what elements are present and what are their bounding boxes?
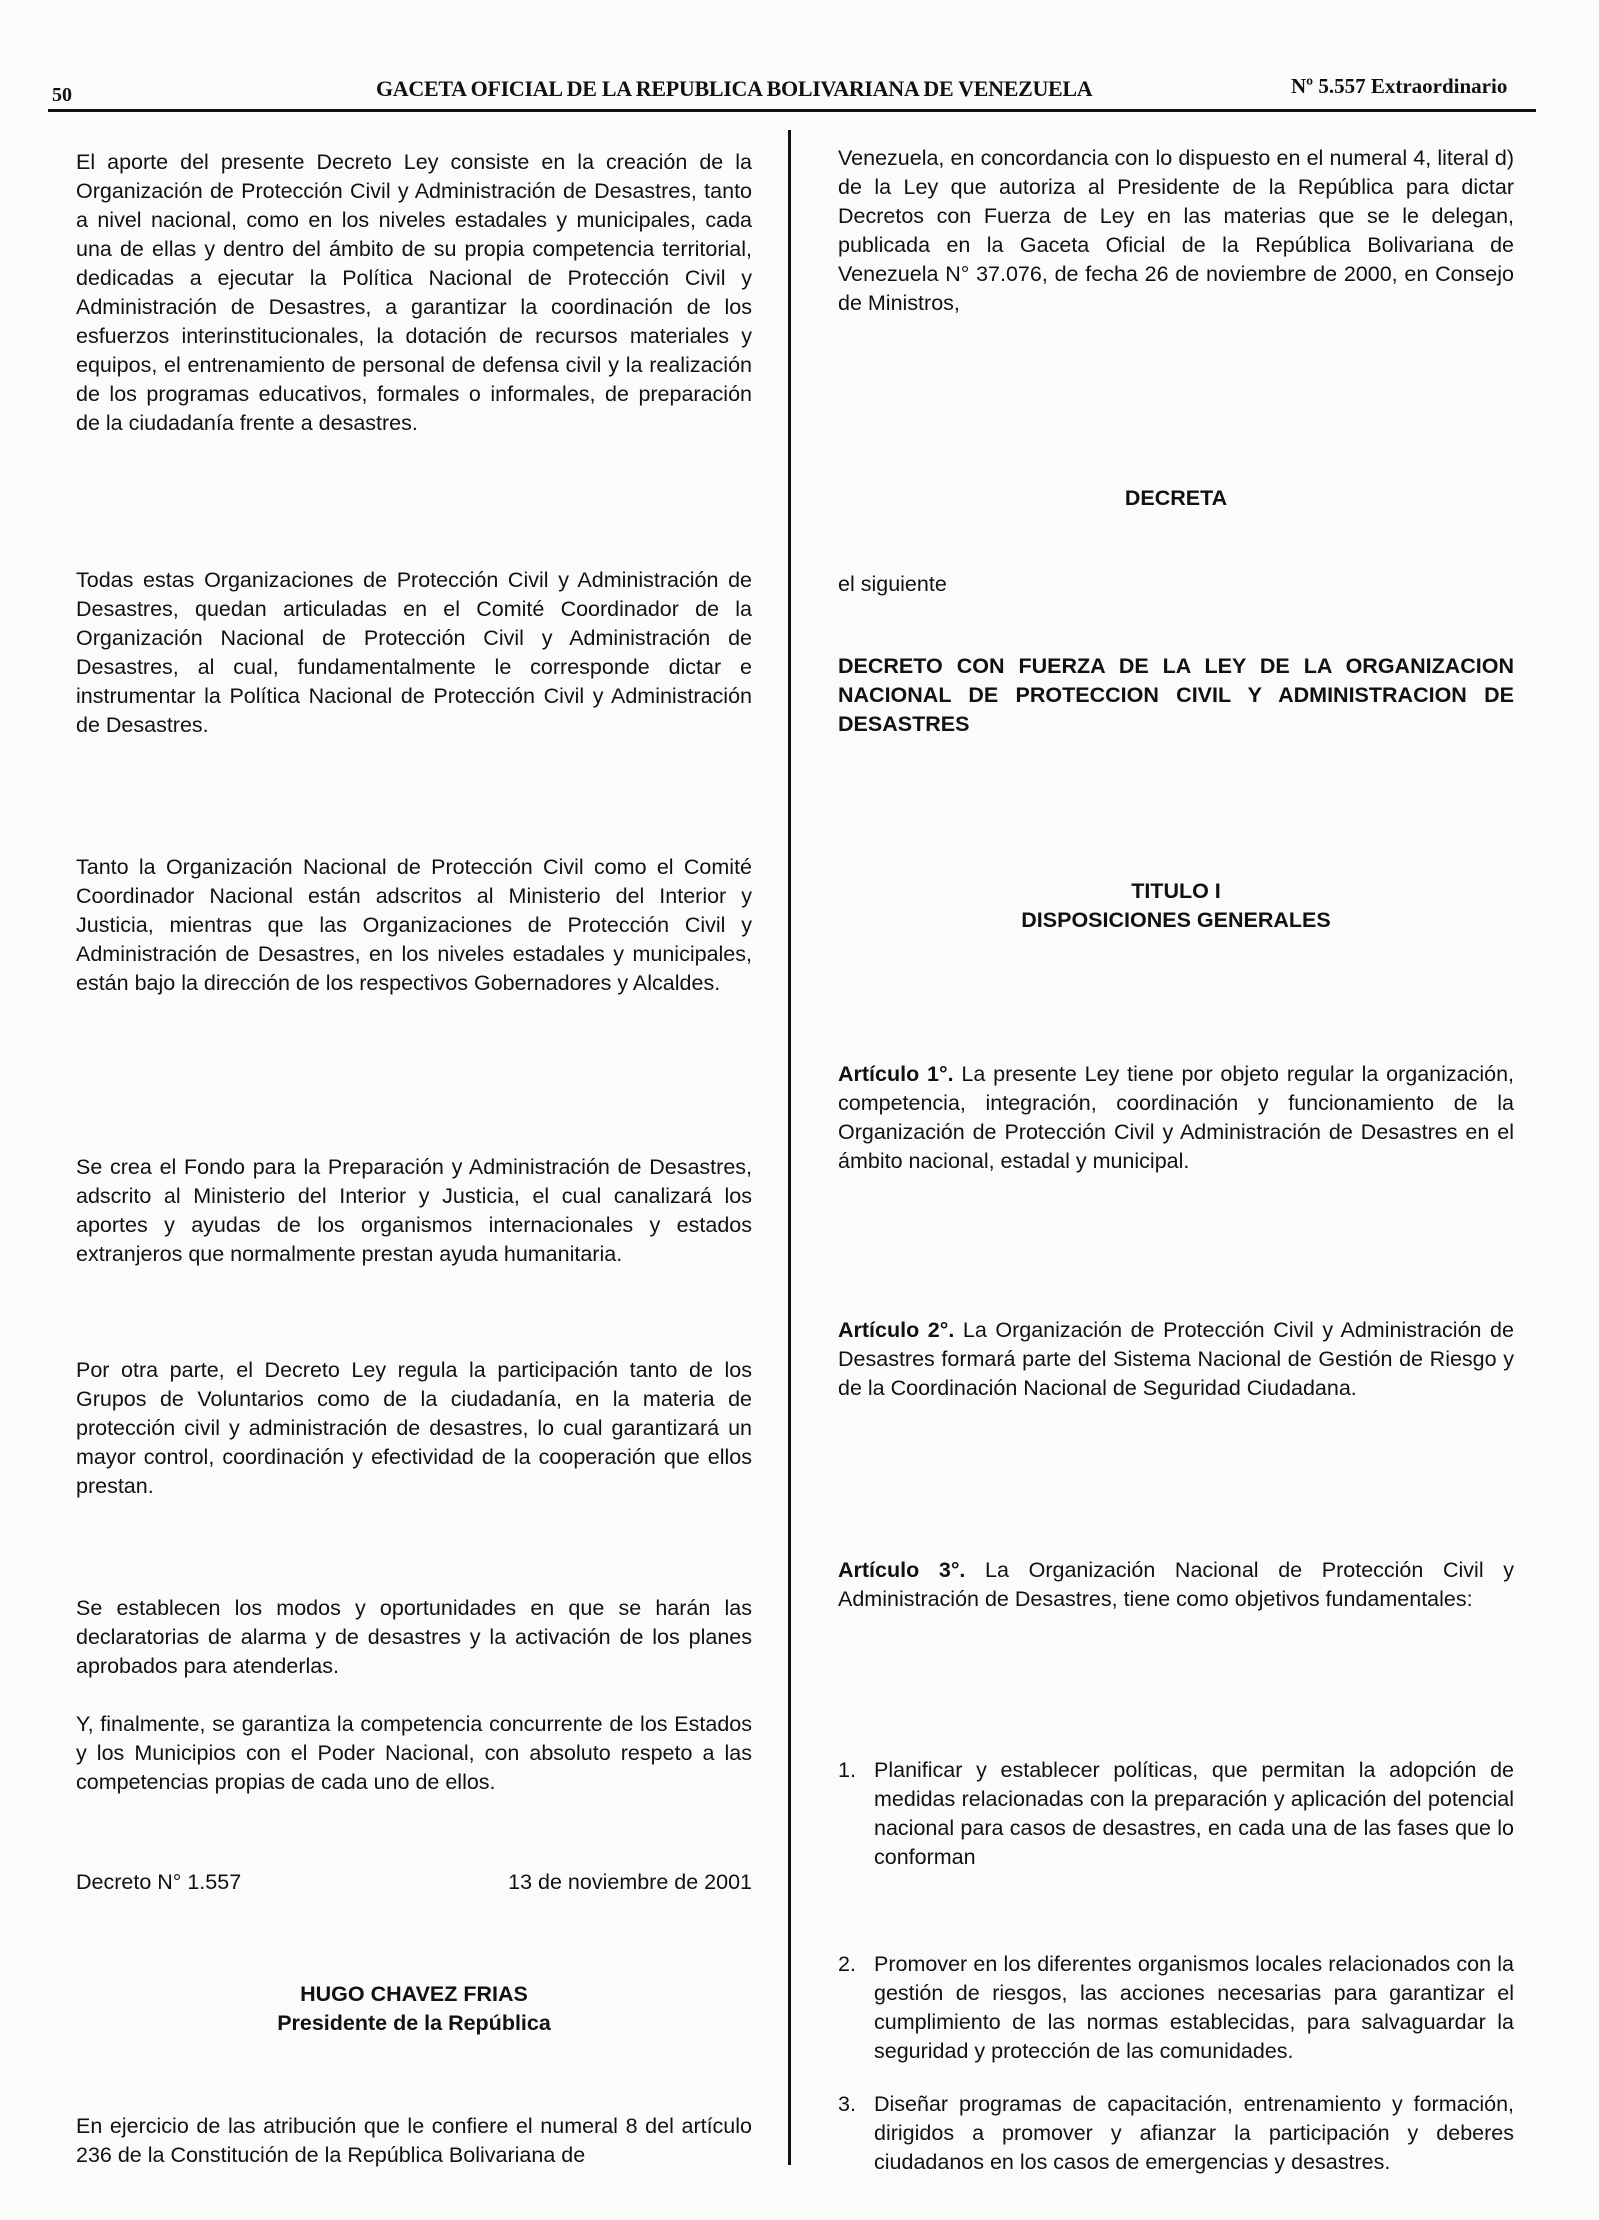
article-2 [838, 1316, 1514, 1403]
gazette-title: GACETA OFICIAL DE LA REPUBLICA BOLIVARIANA DE VENEZUELA [376, 76, 1093, 101]
list-item-number: 1. [838, 1758, 856, 1782]
left-paragraph-7: Y, finalmente, se garantiza la competencia concurrente de los Estados y los Municipios con el Poder Nacional, con absoluto respeto a las competencias propias de cada uno de ellos. [76, 1712, 752, 1794]
page-header [0, 70, 1599, 110]
left-paragraph-8: En ejercicio de las atribución que le confiere el numeral 8 del artículo 236 de la Constitución de la República Bolivariana de [76, 2114, 752, 2167]
left-paragraph-6: Se establecen los modos y oportunidades en que se harán las declaratorias de alarma y de desastres y la activación de los planes aprobados para atenderlas. [76, 1596, 752, 1678]
signer-title: Presidente de la República [277, 2011, 551, 2035]
article-3-label: Artículo 3°. [838, 1558, 966, 1582]
list-item [838, 1756, 1514, 1872]
list-item-number: 3. [838, 2092, 856, 2116]
article-3 [838, 1556, 1514, 1614]
left-paragraph-1: El aporte del presente Decreto Ley consiste en la creación de la Organización de Protección Civil y Administración de Desastres, tanto a nivel nacional, como en los niveles estadales y municipales, cada una de ellas y dentro del ámbito de su propia competencia territorial, dedicadas a ejecutar la Política Nacional de Protección Civil y Administración de Desastres, a garantizar la coordinación de los esfuerzos interinstitucionales, la dotación de recursos materiales y equipos, el entrenamiento de personal de defensa civil y la realización de los programas educativos, formales o informales, de preparación de la ciudadanía frente a desastres. [76, 150, 752, 435]
right-paragraph-1: Venezuela, en concordancia con lo dispuesto en el numeral 4, literal d) de la Ley que autoriza al Presidente de la República para dictar Decretos con Fuerza de Ley en las materias que se le delegan, publicada en la Gaceta Oficial de la República Bolivariana de Venezuela N° 37.076, de fecha 26 de noviembre de 2000, en Consejo de Ministros, [838, 146, 1514, 315]
left-paragraph-5: Por otra parte, el Decreto Ley regula la participación tanto de los Grupos de Voluntarios como de la ciudadanía, en la materia de protección civil y administración de desastres, lo cual garantizará un mayor control, coordinación y efectividad de la cooperación que ellos prestan. [76, 1358, 752, 1498]
left-paragraph-4: Se crea el Fondo para la Preparación y Administración de Desastres, adscrito al Ministerio del Interior y Justicia, el cual canalizará los aportes y ayudas de los organismos internacionales y estados extranjeros que normalmente prestan ayuda humanitaria. [76, 1155, 752, 1266]
decreta-heading: DECRETA [1124, 486, 1228, 510]
list-item-text: Promover en los diferentes organismos locales relacionados con la gestión de riesgos, las acciones necesarias para garantizar el cumplimiento de las normas establecidas, para salvaguardar la seguridad y protección de las comunidades. [874, 1952, 1514, 2063]
list-item-text: Planificar y establecer políticas, que permitan la adopción de medidas relacionadas con la preparación y aplicación del potencial nacional para casos de desastres, en cada una de las fases que lo conforman [874, 1758, 1514, 1869]
article-1-label: Artículo 1°. [838, 1062, 954, 1086]
article-2-label: Artículo 2°. [838, 1318, 955, 1342]
article-2-text: La Organización de Protección Civil y Administración de Desastres formará parte del Sistema Nacional de Gestión de Riesgo y de la Coordinación Nacional de Seguridad Ciudadana. [838, 1318, 1514, 1400]
decree-line [76, 1868, 752, 1897]
issue-number: Nº 5.557 Extraordinario [1291, 74, 1508, 98]
decree-date: 13 de noviembre de 2001 [508, 1870, 752, 1894]
decree-number: Decreto N° 1.557 [76, 1870, 242, 1894]
list-item [838, 1950, 1514, 2066]
page-number: 50 [52, 84, 72, 106]
titulo-subtitle: DISPOSICIONES GENERALES [1021, 908, 1331, 932]
decree-title: DECRETO CON FUERZA DE LA LEY DE LA ORGANIZACION NACIONAL DE PROTECCION CIVIL Y ADMINISTRACION DE DESASTRES [838, 654, 1514, 736]
titulo-heading [838, 877, 1514, 935]
signer-name: HUGO CHAVEZ FRIAS [300, 1982, 528, 2006]
list-item-number: 2. [838, 1952, 856, 1976]
list-item-text: Diseñar programas de capacitación, entrenamiento y formación, dirigidos a promover y afianzar la participación y deberes ciudadanos en los casos de emergencias y desastres. [874, 2092, 1514, 2174]
left-paragraph-2: Todas estas Organizaciones de Protección Civil y Administración de Desastres, quedan articuladas en el Comité Coordinador de la Organización Nacional de Protección Civil y Administración de Desastres, al cual, fundamentalmente le corresponde dictar e instrumentar la Política Nacional de Protección Civil y Administración de Desastres. [76, 568, 752, 737]
article-3-text: La Organización Nacional de Protección Civil y Administración de Desastres, tiene como objetivos fundamentales: [838, 1558, 1514, 1611]
titulo-number: TITULO I [1131, 879, 1221, 903]
siguiente-text: el siguiente [838, 572, 947, 596]
list-item [838, 2090, 1514, 2177]
header-rule [48, 109, 1536, 112]
left-paragraph-3: Tanto la Organización Nacional de Protección Civil como el Comité Coordinador Nacional están adscritos al Ministerio del Interior y Justicia, mientras que las Organizaciones de Protección Civil y Administración de Desastres, en los niveles estadales y municipales, están bajo la dirección de los respectivos Gobernadores y Alcaldes. [76, 855, 752, 995]
article-1 [838, 1060, 1514, 1176]
article-1-text: La presente Ley tiene por objeto regular la organización, competencia, integración, coordinación y funcionamiento de la Organización de Protección Civil y Administración de Desastres en el ámbito nacional, estadal y municipal. [838, 1062, 1515, 1173]
signature-block [76, 1980, 752, 2038]
column-divider [788, 130, 791, 2165]
